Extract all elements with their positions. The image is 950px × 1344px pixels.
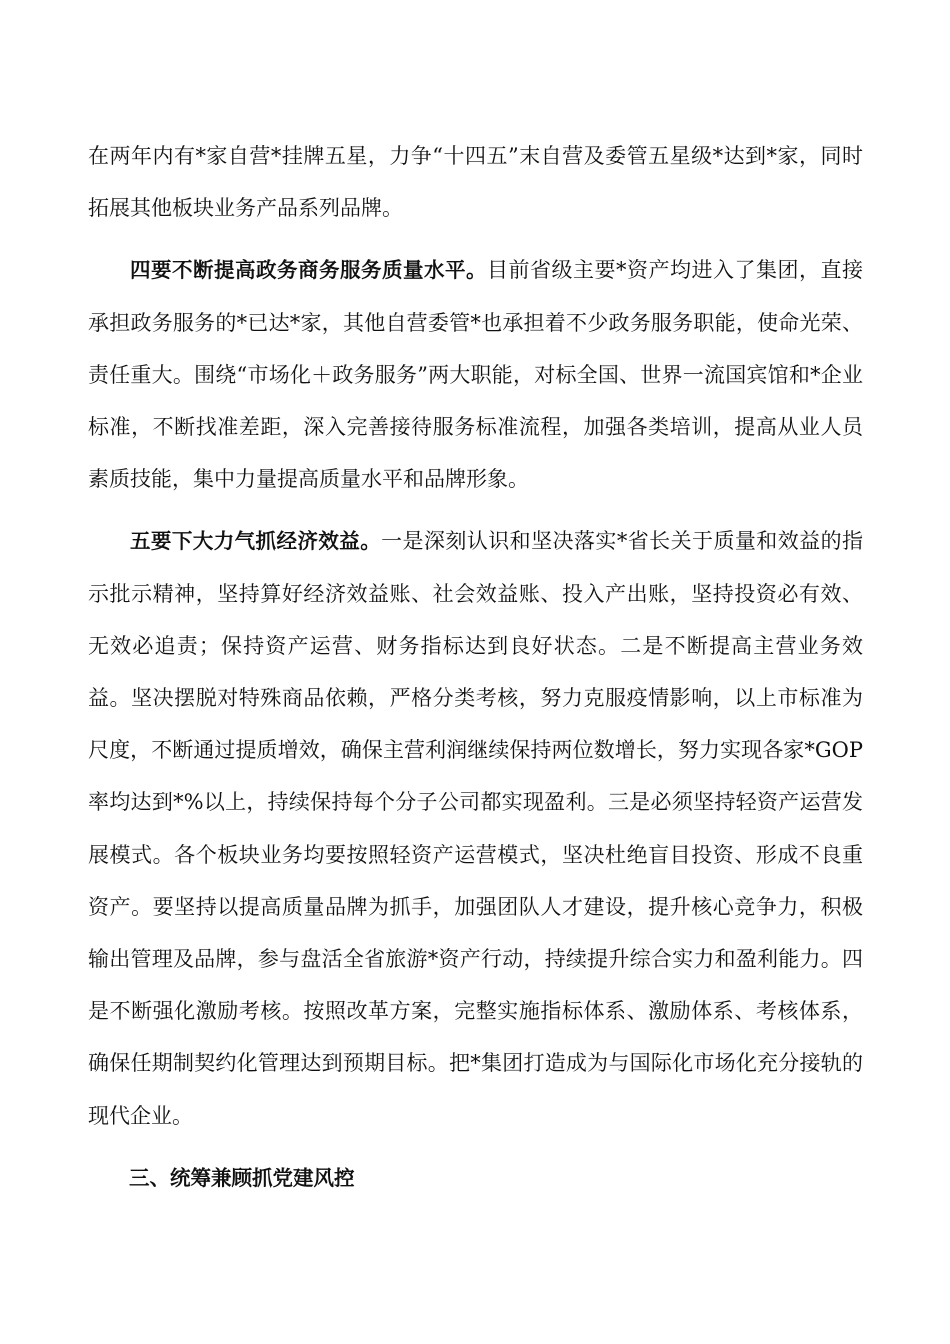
document-page xyxy=(88,130,863,1204)
paragraph-lead: 五要下大力气抓经济效益。 xyxy=(130,529,382,554)
paragraph-text: 一是深刻认识和坚决落实*省长关于质量和效益的指示批示精神，坚持算好经济效益账、社会效益账、投入产出账，坚持投资必有效、无效必追责；保持资产运营、财务指标达到良好状态。二是不断提高主营业务效益。坚决摆脱对特殊商品依赖，严格分类考核，努力克服疫情影响，以上市标准为尺度，不断通过提质增效，确保主营利润继续保持两位数增长，努力实现各家*GOP率均达到*%以上，持续保持每个分子公司都实现盈利。三是必须坚持轻资产运营发展模式。各个板块业务均要按照轻资产运营模式，坚决杜绝盲目投资、形成不良重资产。要坚持以提高质量品牌为抓手，加强团队人才建设，提升核心竞争力，积极输出管理及品牌，参与盘活全省旅游*资产行动，持续提升综合实力和盈利能力。四是不断强化激励考核。按照改革方案，完整实施指标体系、激励体系、考核体系，确保任期制契约化管理达到预期目标。把*集团打造成为与国际化市场化充分接轨的现代企业。 xyxy=(88,529,864,1128)
paragraph-continuation xyxy=(88,130,863,234)
paragraph-text: 在两年内有*家自营*挂牌五星，力争“十四五”末自营及委管五星级*达到*家，同时拓展其他板块业务产品系列品牌。 xyxy=(88,144,863,221)
paragraph-service-quality xyxy=(88,244,863,505)
section-heading: 三、统筹兼顾抓党建风控 xyxy=(129,1165,355,1190)
paragraph-text: 目前省级主要*资产均进入了集团，直接承担政务服务的*已达*家，其他自营委管*也承担着不少政务服务职能，使命光荣、责任重大。围绕“市场化＋政务服务”两大职能，对标全国、世界一流国宾馆和*企业标准，不断找准差距，深入完善接待服务标准流程，加强各类培训，提高从业人员素质技能，集中力量提高质量水平和品牌形象。 xyxy=(88,258,863,492)
paragraph-lead: 四要不断提高政务商务服务质量水平。 xyxy=(130,258,487,283)
paragraph-economic-benefit xyxy=(88,515,863,1141)
